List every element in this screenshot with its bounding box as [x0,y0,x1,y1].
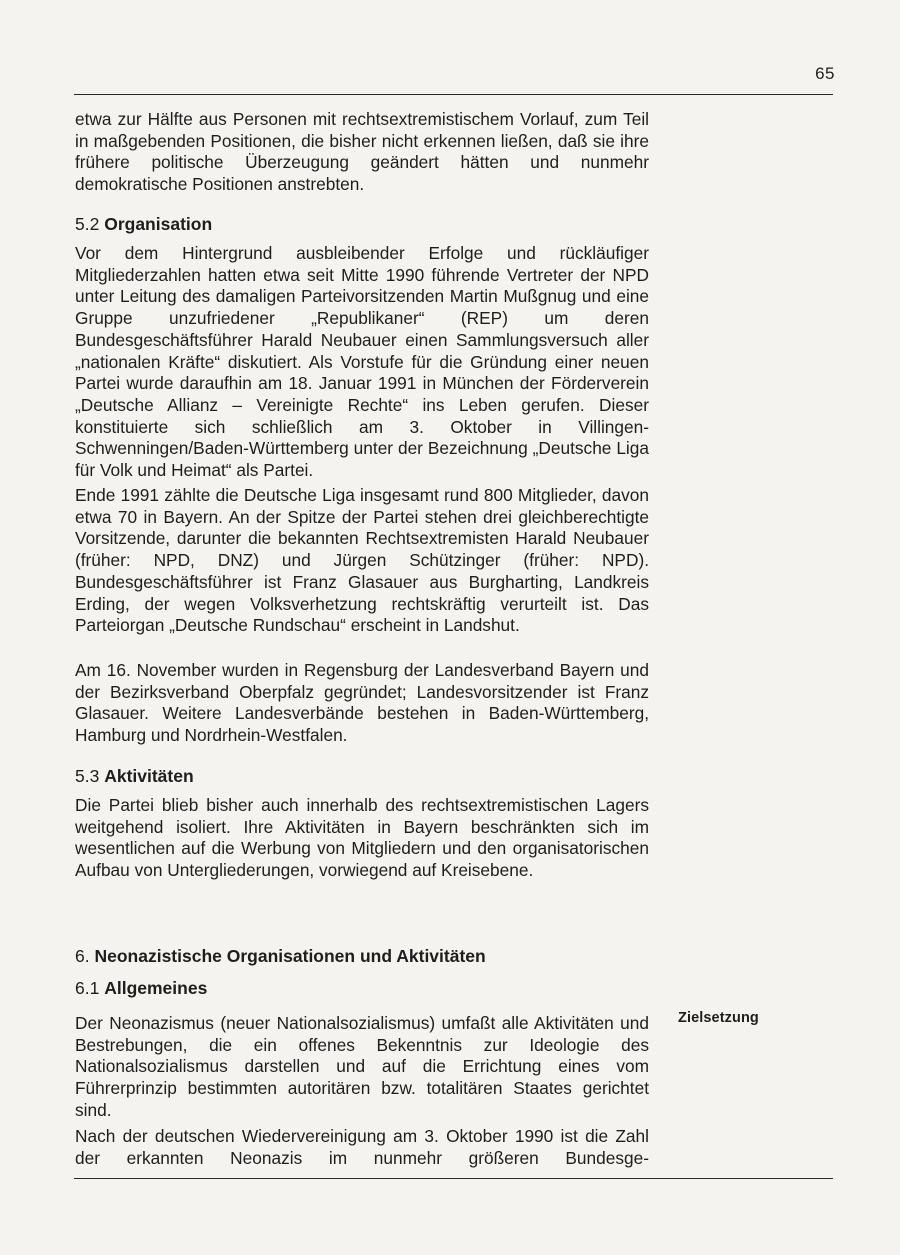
paragraph-2: Vor dem Hintergrund ausbleibender Erfolge und rückläufiger Mitgliederzahlen hatten etwa seit Mitte 1990 führende Vertreter der NPD unter Leitung des damaligen Parteivorsitzenden Martin Mußgnug und eine Gruppe unzufriedener „Republikaner“ (REP) um deren Bundesgeschäftsführer Harald Neubauer einen Sammlungsversuch aller „nationalen Kräfte“ diskutiert. Als Vorstufe für die Gründung einer neuen Partei wurde daraufhin am 18. Januar 1991 in München der Förderverein „Deutsche Allianz – Vereinigte Rechte“ ins Leben gerufen. Dieser konstituierte sich schließlich am 3. Oktober in Villingen-Schwenningen/Baden-Württemberg unter der Bezeichnung „Deutsche Liga für Volk und Heimat“ als Partei. [75,243,649,481]
section-title: Organisation [104,214,213,234]
paragraph-7: Nach der deutschen Wiedervereinigung am 3. Oktober 1990 ist die Zahl der erkannten Neonazis im nunmehr größeren Bundesge- [75,1126,649,1168]
section-6-heading [75,945,649,967]
section-number: 5.3 [75,766,100,786]
paragraph-3: Ende 1991 zählte die Deutsche Liga insgesamt rund 800 Mitglieder, davon etwa 70 in Bayern. An der Spitze der Partei stehen drei gleichberechtigte Vorsitzende, darunter die bekannten Rechtsextremisten Harald Neubauer (früher: NPD, DNZ) und Jürgen Schützinger (früher: NPD). Bundesgeschäftsführer ist Franz Glasauer aus Burgharting, Landkreis Erding, der wegen Volksverhetzung rechtskräftig verurteilt ist. Das Parteiorgan „Deutsche Rundschau“ erscheint in Landshut. [75,485,649,636]
paragraph-block [75,795,649,882]
section-number: 6. [75,946,90,966]
paragraph-block [75,1126,649,1169]
paragraph-block [75,660,649,747]
paragraph-6: Der Neonazismus (neuer Nationalsozialismus) umfaßt alle Aktivitäten und Bestrebungen, die ein offenes Bekenntnis zur Ideologie des Nationalsozialismus darstellen und auf die Errichtung eines vom Führerprinzip bestimmten autoritären bzw. totalitären Staates gerichtet sind. [75,1013,649,1120]
paragraph-continuation [75,109,649,196]
paragraph-block [75,243,649,482]
section-5-2-heading [75,213,649,235]
section-6-1-heading [75,977,649,999]
section-title: Neonazistische Organisationen und Aktivitäten [94,946,486,966]
section-number: 6.1 [75,978,100,998]
section-number: 5.2 [75,214,100,234]
margin-note: Zielsetzung [678,1010,759,1026]
header-rule [74,94,833,95]
section-title: Aktivitäten [104,766,194,786]
paragraph-block [75,1013,649,1122]
paragraph-1: etwa zur Hälfte aus Personen mit rechtsextremistischem Vorlauf, zum Teil in maßgebenden Positionen, die bisher nicht erkennen ließen, daß sie ihre frühere politische Überzeugung geändert hätten und nunmehr demokratische Positionen anstrebten. [75,109,649,195]
paragraph-5: Die Partei blieb bisher auch innerhalb des rechtsextremistischen Lagers weitgehend isoliert. Ihre Aktivitäten in Bayern beschränkten sich im wesentlichen auf die Werbung von Mitgliedern und den organisatorischen Aufbau von Untergliederungen, vorwiegend auf Kreisebene. [75,795,649,881]
paragraph-block [75,485,649,637]
page-number: 65 [815,64,835,83]
paragraph-4: Am 16. November wurden in Regensburg der Landesverband Bayern und der Bezirksverband Oberpfalz gegründet; Landesvorsitzender ist Franz Glasauer. Weitere Landesverbände bestehen in Baden-Württemberg, Hamburg und Nordrhein-Westfalen. [75,660,649,746]
footer-rule [74,1178,833,1179]
section-5-3-heading [75,765,649,787]
section-title: Allgemeines [104,978,208,998]
